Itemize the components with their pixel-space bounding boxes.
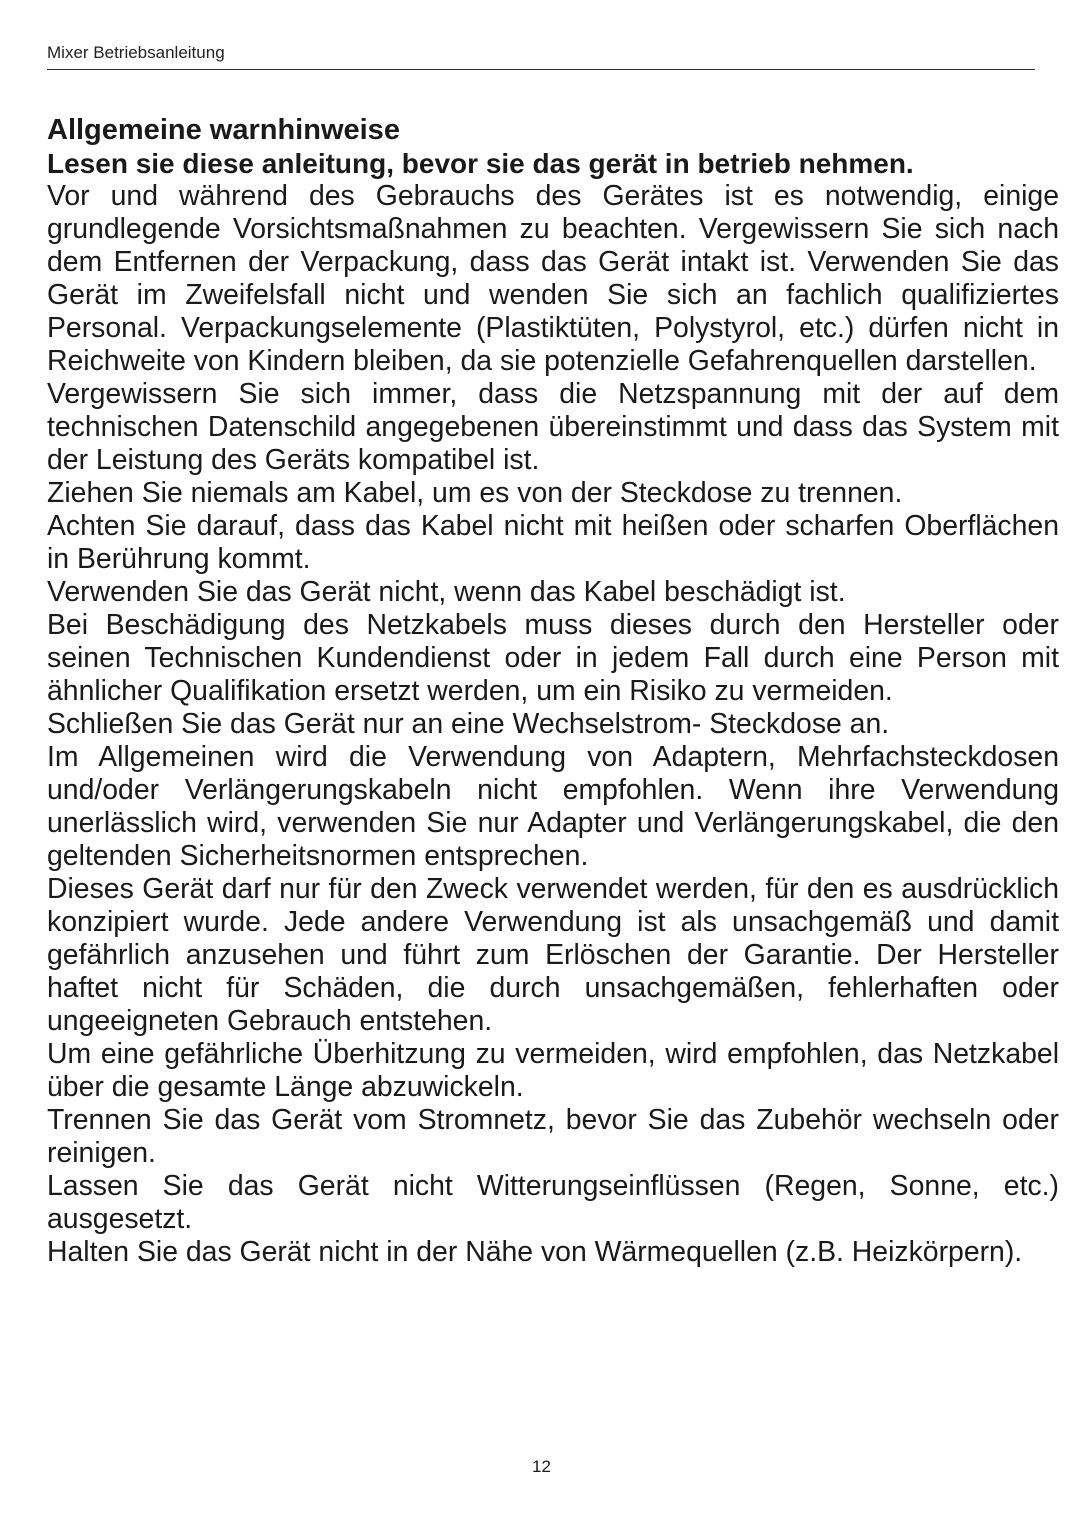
page-number: 12 [532,1457,551,1476]
paragraph-cable-replacement: Bei Beschädigung des Netzkabels muss dieses durch den Hersteller oder seinen Technischen Kundendienst oder in jedem Fall durch eine Person mit ähnlicher Qualifikation ersetzt werden, um ein Risiko zu vermeiden. [47,609,1059,707]
paragraph-cable-pull: Ziehen Sie niemals am Kabel, um es von der Steckdose zu trennen. [47,477,903,509]
paragraph-voltage: Vergewissern Sie sich immer, dass die Netzspannung mit der auf dem technischen Datenschild angegebenen übereinstimmt und dass das System mit der Leistung des Geräts kompatibel ist. [47,378,1059,476]
paragraph-packaging: Vor und während des Gebrauchs des Gerätes ist es notwendig, einige grundlegende Vorsichtsmaßnahmen zu beachten. Vergewissern Sie sich nach dem Entfernen der Verpackung, dass das Gerät intakt ist. Verwenden Sie das Gerät im Zweifelsfall nicht und wenden Sie sich an fachlich qualifiziertes Personal. Verpackungselemente (Plastiktüten, Polystyrol, etc.) dürfen nicht in Reichweite von Kindern bleiben, da sie potenzielle Gefahrenquellen darstellen. [47,180,1059,377]
paragraph-weather: Lassen Sie das Gerät nicht Witterungseinflüssen (Regen, Sonne, etc.) ausgesetzt. [47,1170,1059,1235]
paragraph-disconnect: Trennen Sie das Gerät vom Stromnetz, bevor Sie das Zubehör wechseln oder reinigen. [47,1104,1059,1169]
document-title: Mixer Betriebsanleitung [47,43,225,62]
paragraph-heat-sources: Halten Sie das Gerät nicht in der Nähe von Wärmequellen (z.B. Heizkörpern). [47,1236,1023,1268]
section-subheading: Lesen sie diese anleitung, bevor sie das gerät in betrieb nehmen. [47,148,914,179]
paragraph-damaged-cable: Verwenden Sie das Gerät nicht, wenn das Kabel beschädigt ist. [47,576,846,608]
paragraph-overheating: Um eine gefährliche Überhitzung zu vermeiden, wird empfohlen, das Netzkabel über die gesamte Länge abzuwickeln. [47,1038,1059,1103]
section-heading: Allgemeine warnhinweise [47,114,400,146]
paragraph-ac-socket: Schließen Sie das Gerät nur an eine Wechselstrom- Steckdose an. [47,708,890,740]
warnings-section [47,114,1059,1269]
paragraph-adapters: Im Allgemeinen wird die Verwendung von Adaptern, Mehrfachsteckdosen und/oder Verlängerungskabeln nicht empfohlen. Wenn ihre Verwendung unerlässlich wird, verwenden Sie nur Adapter und Verlängerungskabel, die den geltenden Sicherheitsnormen entsprechen. [47,741,1059,872]
paragraph-intended-use: Dieses Gerät darf nur für den Zweck verwendet werden, für den es ausdrücklich konzipiert wurde. Jede andere Verwendung ist als unsachgemäß und damit gefährlich anzusehen und führt zum Erlöschen der Garantie. Der Hersteller haftet nicht für Schäden, die durch unsachgemäßen, fehlerhaften oder ungeeigneten Gebrauch entstehen. [47,873,1059,1037]
page-header [47,43,1035,70]
paragraph-hot-surfaces: Achten Sie darauf, dass das Kabel nicht mit heißen oder scharfen Oberflächen in Berührung kommt. [47,510,1059,575]
